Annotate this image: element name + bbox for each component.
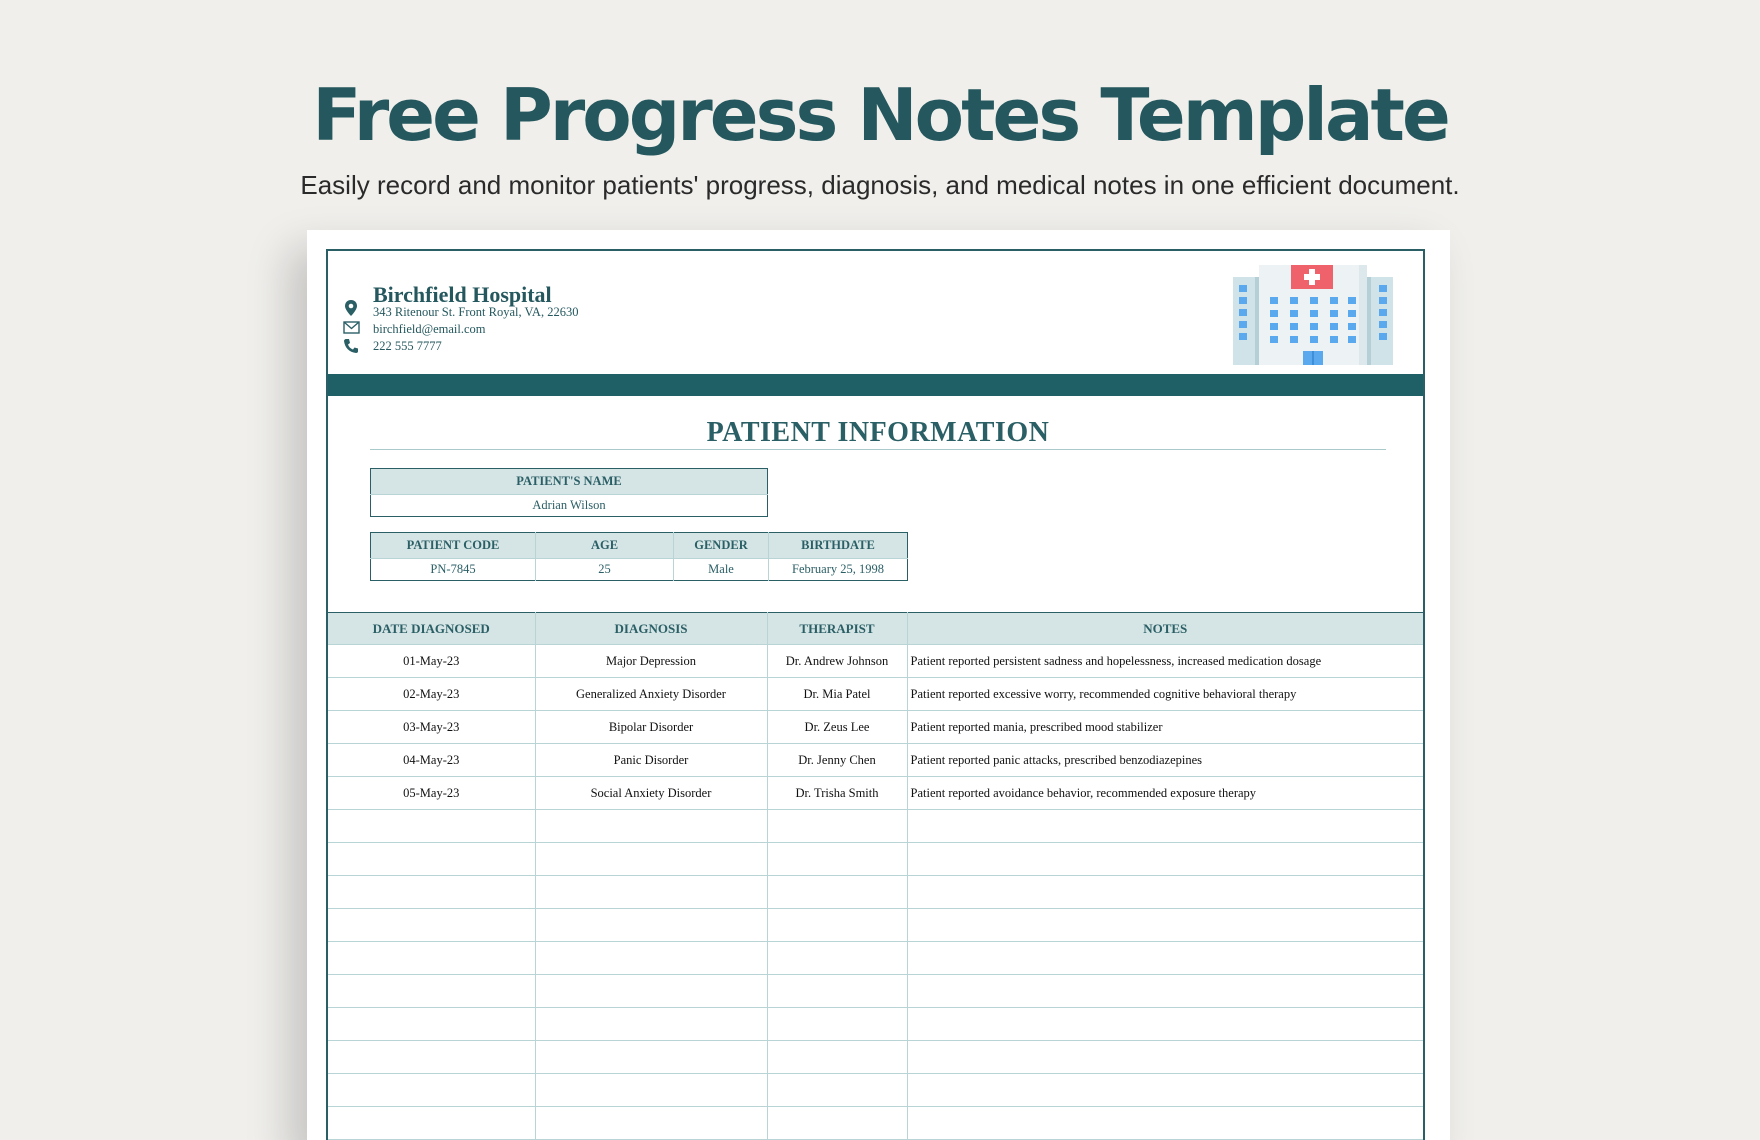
empty-cell-therapist[interactable] [767, 1107, 907, 1140]
cell-diagnosis[interactable]: Bipolar Disorder [535, 711, 767, 744]
empty-cell-date-diagnosed[interactable] [328, 1107, 535, 1140]
cell-diagnosis[interactable]: Panic Disorder [535, 744, 767, 777]
empty-table-row [328, 810, 1423, 843]
cell-therapist[interactable]: Dr. Andrew Johnson [767, 645, 907, 678]
empty-cell-diagnosis[interactable] [535, 843, 767, 876]
patient-name-value[interactable]: Adrian Wilson [371, 495, 768, 517]
empty-cell-diagnosis[interactable] [535, 1074, 767, 1107]
cell-therapist[interactable]: Dr. Mia Patel [767, 678, 907, 711]
empty-table-row [328, 1107, 1423, 1140]
col-header-therapist: THERAPIST [767, 613, 907, 645]
empty-table-row [328, 909, 1423, 942]
empty-cell-diagnosis[interactable] [535, 876, 767, 909]
gender-label: GENDER [674, 533, 769, 559]
hospital-address: 343 Ritenour St. Front Royal, VA, 22630 [373, 305, 579, 319]
phone-icon [343, 338, 359, 354]
cell-diagnosis[interactable]: Major Depression [535, 645, 767, 678]
empty-cell-therapist[interactable] [767, 909, 907, 942]
empty-cell-diagnosis[interactable] [535, 1041, 767, 1074]
age-value[interactable]: 25 [536, 559, 674, 581]
patient-code-label: PATIENT CODE [371, 533, 536, 559]
empty-cell-date-diagnosed[interactable] [328, 810, 535, 843]
empty-cell-date-diagnosed[interactable] [328, 975, 535, 1008]
document-frame [326, 249, 1425, 1140]
hospital-building-icon [1233, 265, 1393, 365]
cell-date-diagnosed[interactable]: 04-May-23 [328, 744, 535, 777]
empty-cell-date-diagnosed[interactable] [328, 843, 535, 876]
progress-notes-table [328, 612, 1423, 1140]
cell-diagnosis[interactable]: Social Anxiety Disorder [535, 777, 767, 810]
cell-therapist[interactable]: Dr. Zeus Lee [767, 711, 907, 744]
table-row [328, 678, 1423, 711]
cell-notes[interactable]: Patient reported persistent sadness and hopelessness, increased medication dosage [907, 645, 1423, 678]
cell-diagnosis[interactable]: Generalized Anxiety Disorder [535, 678, 767, 711]
empty-table-row [328, 975, 1423, 1008]
empty-cell-date-diagnosed[interactable] [328, 942, 535, 975]
empty-cell-therapist[interactable] [767, 843, 907, 876]
cell-notes[interactable]: Patient reported panic attacks, prescribed benzodiazepines [907, 744, 1423, 777]
empty-cell-diagnosis[interactable] [535, 1008, 767, 1041]
empty-cell-notes[interactable] [907, 876, 1423, 909]
col-header-diagnosis: DIAGNOSIS [535, 613, 767, 645]
empty-cell-diagnosis[interactable] [535, 909, 767, 942]
empty-table-row [328, 1074, 1423, 1107]
empty-cell-notes[interactable] [907, 975, 1423, 1008]
document-sheet [307, 230, 1450, 1140]
cell-notes[interactable]: Patient reported mania, prescribed mood stabilizer [907, 711, 1423, 744]
cell-therapist[interactable]: Dr. Trisha Smith [767, 777, 907, 810]
empty-table-row [328, 843, 1423, 876]
section-title: PATIENT INFORMATION [706, 417, 1050, 448]
empty-cell-date-diagnosed[interactable] [328, 1074, 535, 1107]
hospital-name: Birchfield Hospital [373, 282, 552, 307]
empty-table-row [328, 1008, 1423, 1041]
empty-cell-therapist[interactable] [767, 1008, 907, 1041]
col-header-notes: NOTES [907, 613, 1423, 645]
empty-table-row [328, 1041, 1423, 1074]
empty-cell-diagnosis[interactable] [535, 810, 767, 843]
empty-cell-therapist[interactable] [767, 810, 907, 843]
empty-cell-therapist[interactable] [767, 975, 907, 1008]
empty-cell-date-diagnosed[interactable] [328, 909, 535, 942]
page-subtitle: Easily record and monitor patients' progress, diagnosis, and medical notes in one efficient document. [300, 170, 1460, 200]
empty-cell-notes[interactable] [907, 1041, 1423, 1074]
cell-date-diagnosed[interactable]: 01-May-23 [328, 645, 535, 678]
empty-cell-notes[interactable] [907, 810, 1423, 843]
birthdate-value[interactable]: February 25, 1998 [769, 559, 908, 581]
hospital-phone: 222 555 7777 [373, 339, 442, 353]
empty-cell-diagnosis[interactable] [535, 942, 767, 975]
empty-cell-therapist[interactable] [767, 876, 907, 909]
empty-cell-notes[interactable] [907, 843, 1423, 876]
empty-cell-diagnosis[interactable] [535, 1107, 767, 1140]
birthdate-label: BIRTHDATE [769, 533, 908, 559]
cell-notes[interactable]: Patient reported avoidance behavior, recommended exposure therapy [907, 777, 1423, 810]
patient-name-table [370, 468, 768, 517]
cell-date-diagnosed[interactable]: 02-May-23 [328, 678, 535, 711]
age-label: AGE [536, 533, 674, 559]
section-divider [370, 449, 1386, 450]
empty-cell-date-diagnosed[interactable] [328, 1008, 535, 1041]
cell-date-diagnosed[interactable]: 05-May-23 [328, 777, 535, 810]
empty-table-row [328, 942, 1423, 975]
table-row [328, 744, 1423, 777]
empty-cell-notes[interactable] [907, 942, 1423, 975]
empty-cell-date-diagnosed[interactable] [328, 876, 535, 909]
empty-cell-notes[interactable] [907, 1107, 1423, 1140]
table-row [328, 645, 1423, 678]
empty-table-row [328, 876, 1423, 909]
empty-cell-therapist[interactable] [767, 1041, 907, 1074]
empty-cell-therapist[interactable] [767, 942, 907, 975]
location-pin-icon [343, 299, 359, 317]
empty-cell-diagnosis[interactable] [535, 975, 767, 1008]
col-header-date-diagnosed: DATE DIAGNOSED [328, 613, 535, 645]
patient-info-table [370, 532, 908, 581]
table-row [328, 711, 1423, 744]
header-band [328, 374, 1423, 396]
table-row [328, 777, 1423, 810]
empty-cell-notes[interactable] [907, 1008, 1423, 1041]
patient-code-value[interactable]: PN-7845 [371, 559, 536, 581]
empty-cell-date-diagnosed[interactable] [328, 1041, 535, 1074]
envelope-icon [343, 321, 360, 334]
cell-therapist[interactable]: Dr. Jenny Chen [767, 744, 907, 777]
empty-cell-therapist[interactable] [767, 1074, 907, 1107]
hospital-email: birchfield@email.com [373, 322, 486, 336]
cell-notes[interactable]: Patient reported excessive worry, recommended cognitive behavioral therapy [907, 678, 1423, 711]
patient-name-label: PATIENT'S NAME [371, 469, 768, 495]
empty-cell-notes[interactable] [907, 1074, 1423, 1107]
page-title: Free Progress Notes Template [312, 73, 1448, 157]
empty-cell-notes[interactable] [907, 909, 1423, 942]
gender-value[interactable]: Male [674, 559, 769, 581]
cell-date-diagnosed[interactable]: 03-May-23 [328, 711, 535, 744]
